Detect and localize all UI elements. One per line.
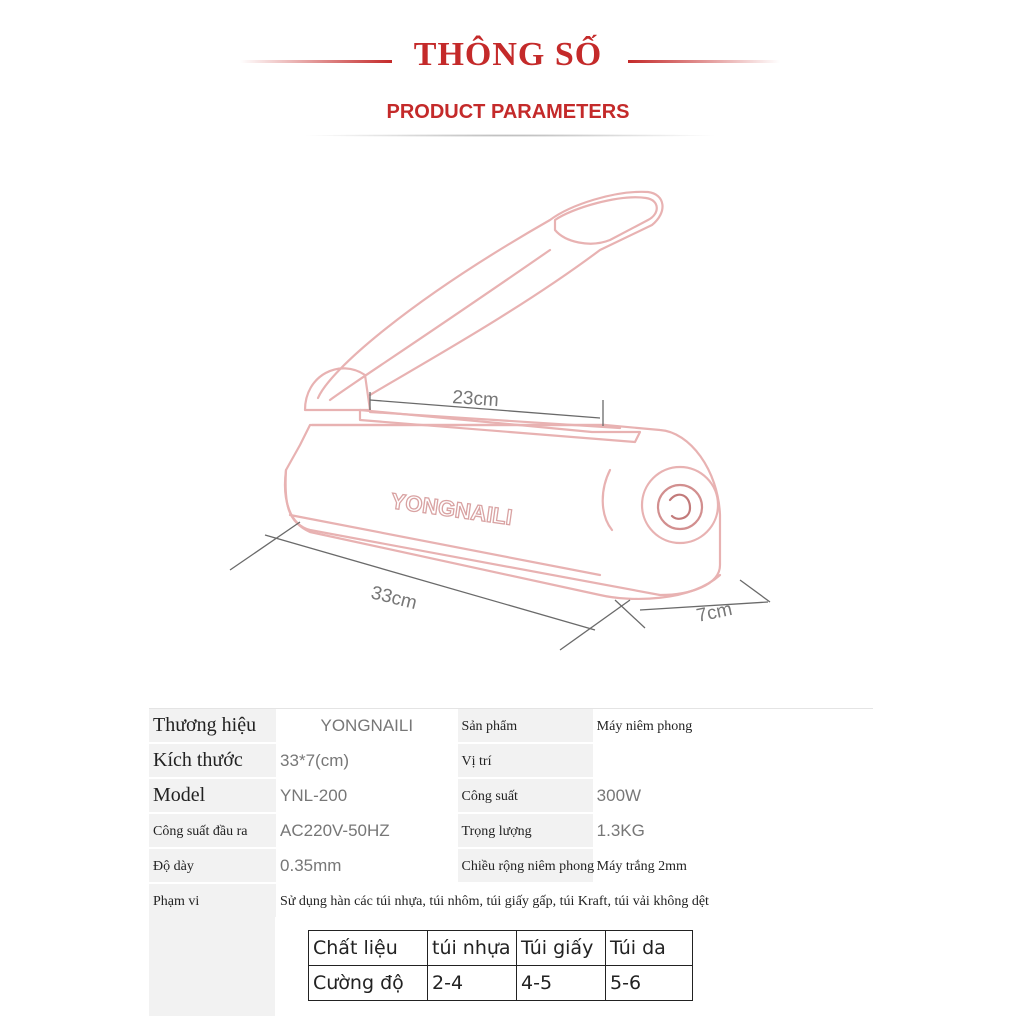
product-illustration [220, 170, 800, 670]
spec-label-brand: Thương hiệu [153, 714, 257, 736]
spec-label-power: Công suất [461, 788, 518, 804]
strength-header-plastic: túi nhựa [428, 931, 517, 966]
subtitle-underline [300, 134, 720, 137]
dim-width-label: 33cm [368, 582, 419, 615]
spec-value-power: 300W [596, 785, 642, 805]
page-subtitle: PRODUCT PARAMETERS [386, 101, 630, 123]
spec-label-size: Kích thước [153, 749, 243, 771]
spec-value-scope: Sử dụng hàn các túi nhựa, túi nhôm, túi giấy gấp, túi Kraft, túi vải không dệt [280, 893, 709, 909]
strength-value-leather: 5-6 [606, 966, 693, 1001]
spec-value-weight: 1.3KG [596, 820, 645, 840]
spec-row [149, 743, 873, 778]
dim-length-label: 23cm [451, 387, 500, 412]
spec-value-size: 33*7(cm) [280, 750, 350, 770]
sealer-handle-arm [318, 192, 663, 398]
sealer-hinge [305, 368, 370, 410]
spec-label-position: Vị trí [461, 753, 492, 769]
strength-header-leather: Túi da [606, 931, 693, 966]
spec-value-thickness: 0.35mm [280, 855, 342, 875]
strength-table [308, 930, 693, 1001]
spec-row [149, 813, 873, 848]
spec-label-scope: Phạm vi [153, 893, 200, 909]
spec-label-product: Sản phẩm [461, 718, 518, 734]
strength-header-paper: Túi giấy [517, 931, 606, 966]
spec-value-model: YNL-200 [280, 785, 348, 805]
header-divider-right [628, 60, 780, 63]
spec-table [149, 708, 873, 919]
spec-row [149, 778, 873, 813]
spec-value-output: AC220V-50HZ [280, 820, 390, 840]
dial-inner [658, 485, 702, 529]
spec-label-seal-width: Chiều rộng niêm phong [461, 858, 595, 874]
strength-value-row [309, 966, 693, 1001]
strength-label: Cường độ [309, 966, 428, 1001]
spec-row [149, 848, 873, 883]
brand-print: YONGNAILI [389, 488, 514, 530]
strength-header-row [309, 931, 693, 966]
spec-label-thickness: Độ dày [153, 858, 194, 874]
dim-depth-label: 7cm [694, 598, 735, 627]
strength-value-plastic: 2-4 [428, 966, 517, 1001]
dial-outer [642, 467, 718, 543]
strength-value-paper: 4-5 [517, 966, 606, 1001]
spec-label-model: Model [153, 784, 206, 806]
page-title: THÔNG SỐ [413, 36, 603, 73]
sealer-handle-grip [555, 197, 657, 243]
spec-value-product: Máy niêm phong [596, 718, 693, 734]
spec-label-output: Công suất đầu ra [153, 823, 248, 839]
spec-label-weight: Trọng lượng [461, 823, 532, 839]
spec-value-seal-width: Máy trắng 2mm [596, 858, 687, 874]
spec-value-brand: YONGNAILI [320, 715, 414, 735]
spec-row [149, 709, 873, 744]
strength-header-material: Chất liệu [309, 931, 428, 966]
